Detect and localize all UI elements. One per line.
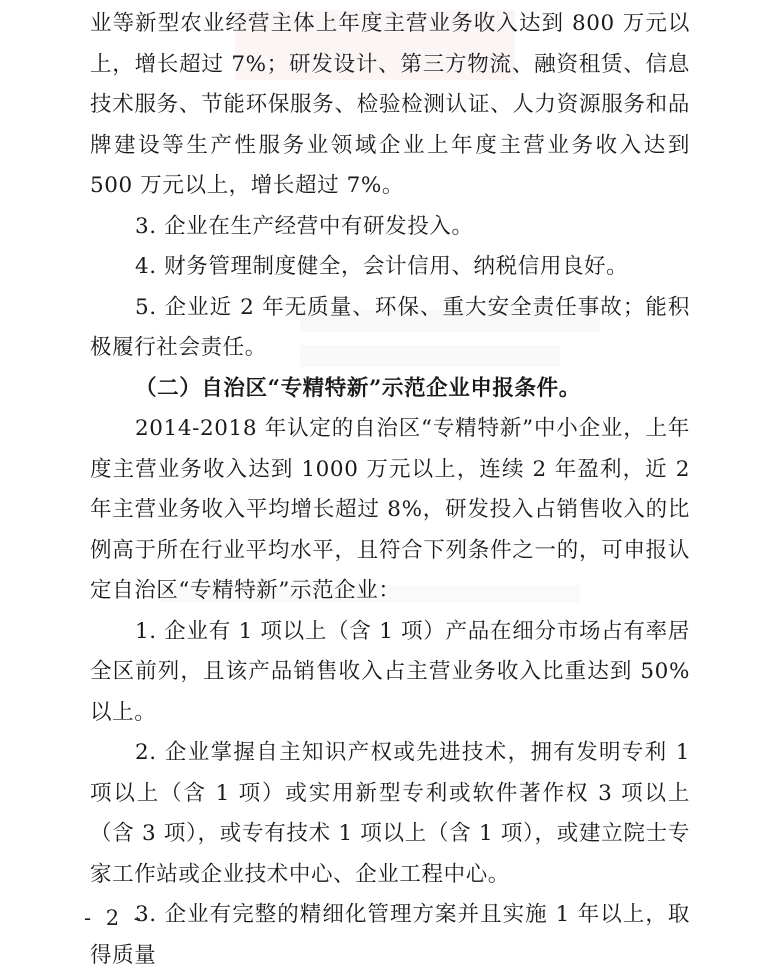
paragraph-criterion-1: 1. 企业有 1 项以上（含 1 项）产品在细分市场占有率居全区前列，且该产品销售收入占主营业务收入比重达到 50%以上。 bbox=[90, 618, 690, 725]
section-heading: （二）自治区“专精特新”示范企业申报条件。 bbox=[135, 375, 581, 401]
paragraph-condition-5: 5. 企业近 2 年无质量、环保、重大安全责任事故；能积极履行社会责任。 bbox=[90, 294, 690, 360]
paragraph-continued: 业等新型农业经营主体上年度主营业务收入达到 800 万元以上，增长超过 7%；研发设计、第三方物流、融资租赁、信息技术服务、节能环保服务、检验检测认证、人力资源服务和品牌建设等生产性服务业领域企业上年度主营业务收入达到 500 万元以上，增长超过 7%。 bbox=[90, 11, 690, 198]
paragraph-criterion-3: 3. 企业有完整的精细化管理方案并且实施 1 年以上，取得质量 bbox=[90, 902, 690, 968]
paragraph-intro: 2014-2018 年认定的自治区“专精特新”中小企业，上年度主营业务收入达到 1000 万元以上，连续 2 年盈利，近 2 年主营业务收入平均增长超过 8%，研发投入占销售收入的比例高于所在行业平均水平，且符合下列条件之一的，可申报认定自治区“专精特新”示范企业： bbox=[90, 416, 690, 603]
document-body bbox=[90, 4, 690, 976]
page-number: - 2 - bbox=[84, 906, 145, 930]
paragraph-criterion-2: 2. 企业掌握自主知识产权或先进技术，拥有发明专利 1 项以上（含 1 项）或实用新型专利或软件著作权 3 项以上（含 3 项），或专有技术 1 项以上（含 1 项），或建立院士专家工作站或企业技术中心、企业工程中心。 bbox=[90, 740, 690, 887]
paragraph-condition-3: 3. 企业在生产经营中有研发投入。 bbox=[135, 213, 474, 239]
paragraph-condition-4: 4. 财务管理制度健全，会计信用、纳税信用良好。 bbox=[135, 254, 629, 279]
